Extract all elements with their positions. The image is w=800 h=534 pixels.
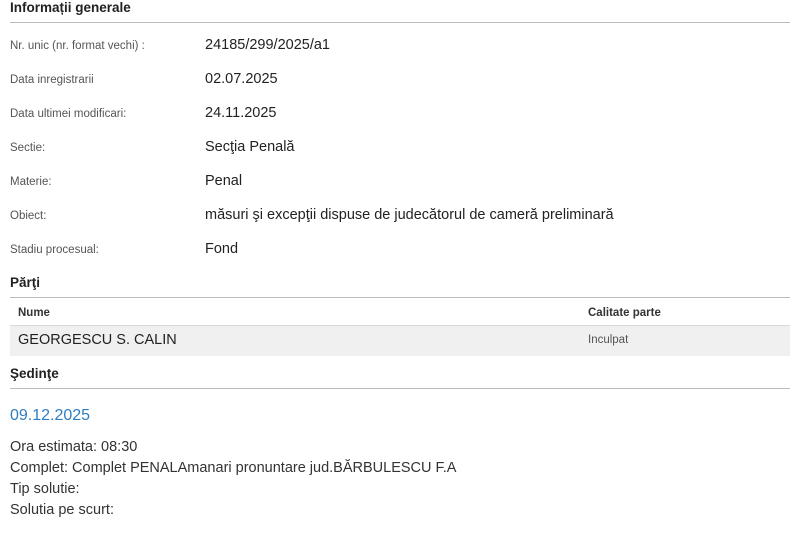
field-value: 24185/299/2025/a1 [205, 37, 330, 53]
table-row [10, 139, 790, 173]
spacer [10, 356, 790, 366]
general-info-table [10, 37, 790, 275]
hearing-date-link[interactable]: 09.12.2025 [10, 407, 91, 424]
hearing-estimated-time: Ora estimata: 08:30 [10, 439, 138, 455]
field-value: Secţia Penală [205, 139, 295, 155]
hearing-item [10, 389, 790, 521]
field-value: măsuri şi excepţii dispuse de judecătorul de cameră preliminară [205, 207, 614, 223]
general-info-title: Informații generale [10, 0, 131, 15]
column-header-name: Nume [18, 307, 50, 319]
table-row [10, 207, 790, 241]
hearing-panel: Complet: Complet PENALAmanari pronuntare jud.BĂRBULESCU F.A [10, 460, 457, 476]
parties-section [10, 275, 790, 356]
general-info-divider [10, 22, 790, 23]
parties-header-row [10, 298, 790, 325]
table-row [10, 71, 790, 105]
field-label: Sectie: [10, 142, 46, 154]
hearings-title: Şedinţe [10, 366, 59, 381]
hearings-section [10, 366, 790, 521]
field-label: Data ultimei modificari: [10, 108, 127, 120]
party-name: GEORGESCU S. CALIN [18, 332, 177, 348]
field-value: 24.11.2025 [205, 105, 277, 121]
field-value: Fond [205, 241, 239, 257]
field-label: Stadiu procesual: [10, 244, 99, 256]
table-row [10, 37, 790, 71]
field-value: Penal [205, 173, 243, 189]
field-label: Data inregistrarii [10, 74, 94, 86]
field-label: Nr. unic (nr. format vechi) : [10, 40, 145, 52]
field-value: 02.07.2025 [205, 71, 278, 87]
hearing-solution-type: Tip solutie: [10, 481, 80, 497]
table-row [10, 241, 790, 275]
parties-title: Părţi [10, 275, 41, 290]
hearing-solution-short: Solutia pe scurt: [10, 502, 114, 518]
field-label: Obiect: [10, 210, 47, 222]
column-header-quality: Calitate parte [588, 307, 661, 319]
field-label: Materie: [10, 176, 52, 188]
general-info-section [10, 0, 790, 275]
party-quality: Inculpat [588, 334, 629, 346]
table-row [10, 173, 790, 207]
table-row [10, 326, 790, 356]
table-row [10, 105, 790, 139]
